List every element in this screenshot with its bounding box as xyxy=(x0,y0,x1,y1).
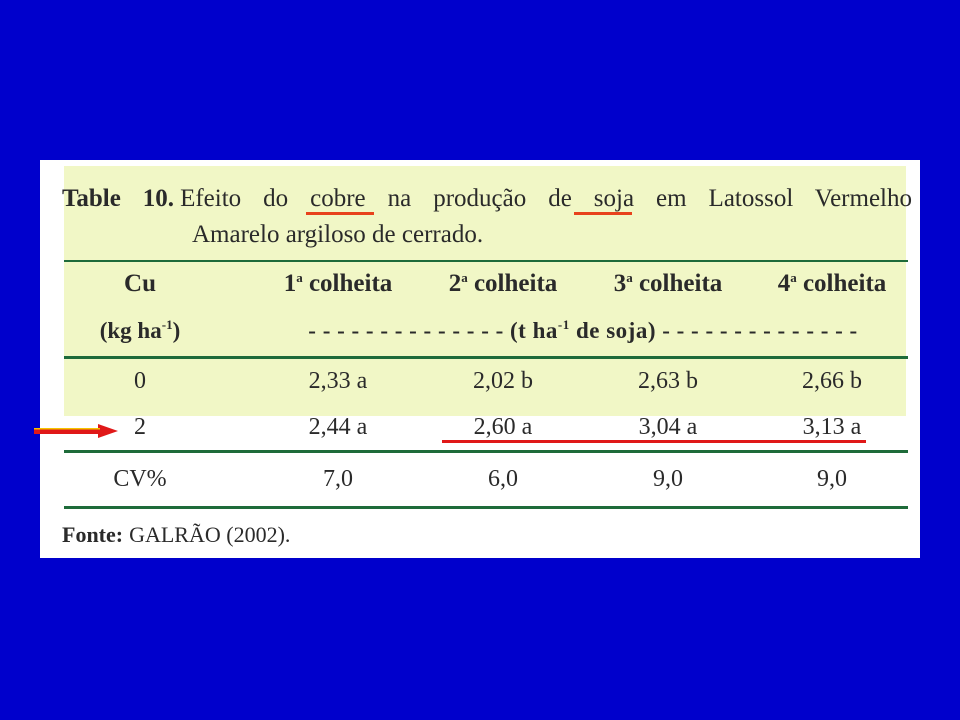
row-1-col-4: 3,13 a xyxy=(802,414,862,440)
header-col-2: 2$^a$ colheita xyxy=(448,270,558,297)
cv-col-1: 7,0 xyxy=(323,466,353,492)
cv-top-rule xyxy=(64,450,908,453)
yield-unit: - - - - - - - - - - - - - - (t $ha^{-1}$ de soja) - - - - - - - - - - - - - - xyxy=(308,318,858,343)
table-title-line2: Amarelo argiloso de cerrado. xyxy=(192,221,484,248)
table-title-line1: Efeito do cobre na produção de soja em Latossol Vermelho xyxy=(180,185,912,212)
header-col-1: 1$^a$ colheita xyxy=(283,270,393,297)
row-0-col-3: 2,63 b xyxy=(638,368,698,394)
source-label: Fonte: xyxy=(62,522,124,547)
cv-col-3: 9,0 xyxy=(653,466,683,492)
cu-unit: (kg $ha^{-1}$) xyxy=(99,317,181,343)
source-text: GALRÃO (2002). xyxy=(129,522,291,547)
header-bottom-rule xyxy=(64,356,908,359)
header-cu: Cu xyxy=(124,270,156,297)
row-0-cu: 0 xyxy=(134,368,146,394)
red-highlight-underline xyxy=(442,440,866,443)
table-label: Table 10. xyxy=(62,185,175,212)
row-0-col-1: 2,33 a xyxy=(308,368,368,394)
cv-col-4: 9,0 xyxy=(817,466,847,492)
cv-col-2: 6,0 xyxy=(488,466,518,492)
header-col-4: 4$^a$ colheita xyxy=(777,270,887,297)
row-1-col-1: 2,44 a xyxy=(308,414,368,440)
row-1-cu: 2 xyxy=(134,414,146,440)
underline-cobre xyxy=(306,212,374,215)
bottom-rule xyxy=(64,506,908,509)
cv-label: CV% xyxy=(113,466,167,492)
header-col-3: 3$^a$ colheita xyxy=(613,270,723,297)
table-title xyxy=(62,182,912,215)
underline-soja xyxy=(574,212,632,215)
table-image-panel xyxy=(40,160,920,558)
table-source xyxy=(62,522,290,548)
row-1-col-3: 3,04 a xyxy=(638,414,698,440)
red-arrow-icon xyxy=(34,424,118,438)
top-rule xyxy=(64,260,908,262)
row-0-col-2: 2,02 b xyxy=(473,368,533,394)
row-1-col-2: 2,60 a xyxy=(473,414,533,440)
row-0-col-4: 2,66 b xyxy=(802,368,862,394)
